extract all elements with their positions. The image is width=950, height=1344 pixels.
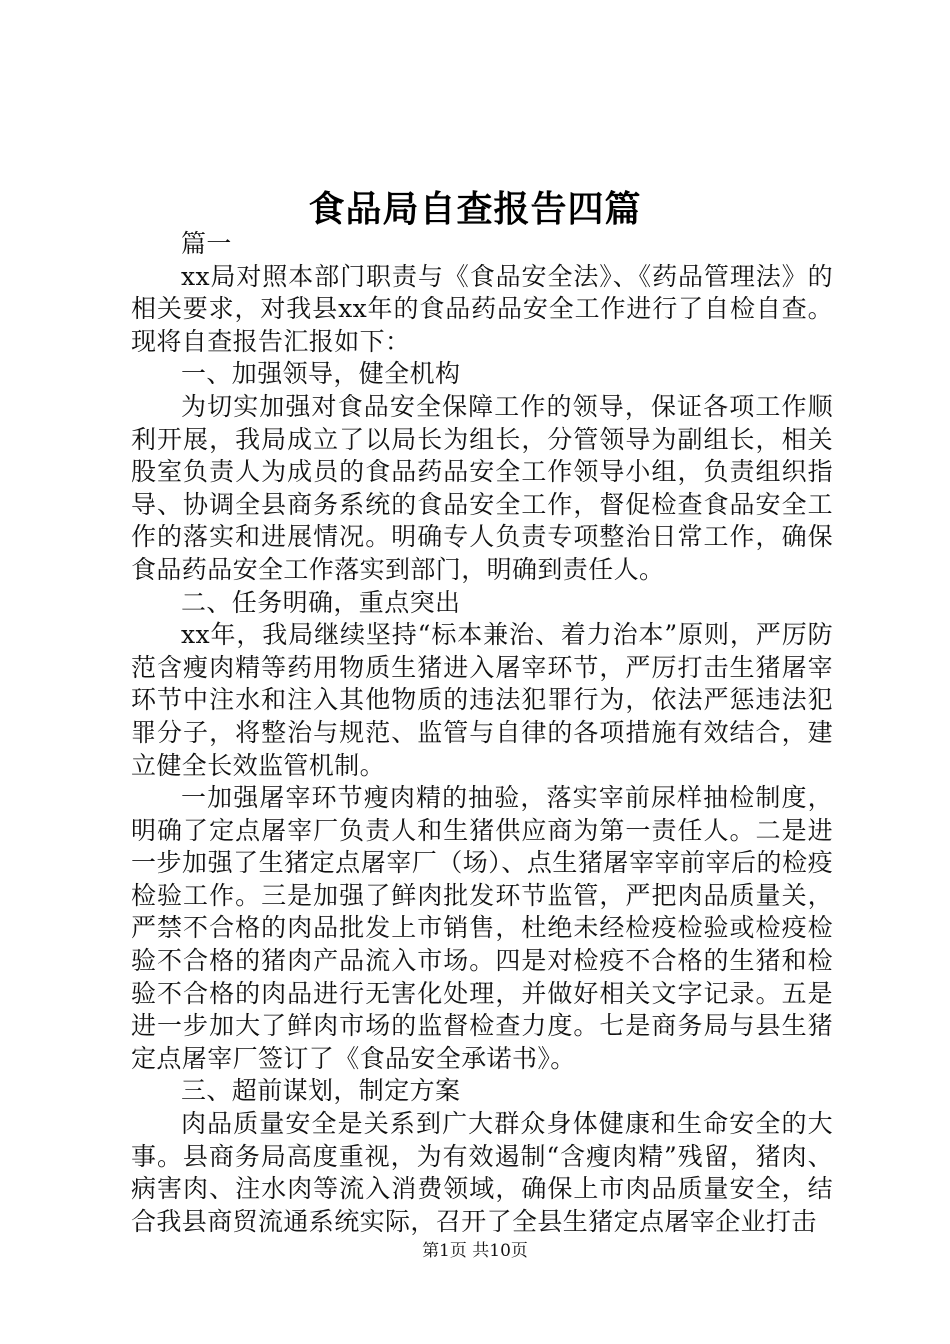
page-footer: 第1页 共10页 <box>422 1241 528 1261</box>
section-heading-part-one: 篇一 <box>181 229 232 258</box>
document-title: 食品局自查报告四篇 <box>308 189 642 230</box>
body-paragraph: 为切实加强对食品安全保障工作的领导，保证各项工作顺利开展，我局成立了以局长为组长，分管领导为副组长，相关股室负责人为成员的食品药品安全工作领导小组，负责组织指导、协调全县商务系统的食品安全工作，督促检查食品安全工作的落实和进展情况。明确专人负责专项整治日常工作，确保食品药品安全工作落实到部门，明确到责任人。 <box>131 391 833 584</box>
body-paragraph: 肉品质量安全是关系到广大群众身体健康和生命安全的大事。县商务局高度重视，为有效遏制“含瘦肉精”残留，猪肉、病害肉、注水肉等流入消费领域，确保上市肉品质量安全，结合我县商贸流通系统实际，召开了全县生猪定点屠宰企业打击 <box>131 1109 833 1236</box>
document-body <box>131 228 833 1238</box>
body-paragraph: xx年，我局继续坚持“标本兼治、着力治本”原则，严厉防范含瘦肉精等药用物质生猪进入屠宰环节，严厉打击生猪屠宰环节中注水和注入其他物质的违法犯罪行为，依法严惩违法犯罪分子，将整治与规范、监管与自律的各项措施有效结合，建立健全长效监管机制。 <box>131 620 833 780</box>
section-heading-3: 三、超前谋划，制定方案 <box>181 1076 461 1106</box>
section-heading-1: 一、加强领导，健全机构 <box>181 359 461 389</box>
body-paragraph: 一加强屠宰环节瘦肉精的抽验，落实宰前尿样抽检制度，明确了定点屠宰厂负责人和生猪供应商为第一责任人。二是进一步加强了生猪定点屠宰厂（场）、点生猪屠宰宰前宰后的检疫检验工作。三是加强了鲜肉批发环节监管，严把肉品质量关，严禁不合格的肉品批发上市销售，杜绝未经检疫检验或检疫检验不合格的猪肉产品流入市场。四是对检疫不合格的生猪和检验不合格的肉品进行无害化处理，并做好相关文字记录。五是进一步加大了鲜肉市场的监督检查力度。七是商务局与县生猪定点屠宰厂签订了《食品安全承诺书》。 <box>131 783 833 1073</box>
intro-paragraph: xx局对照本部门职责与《食品安全法》、《药品管理法》的相关要求，对我县xx年的食品药品安全工作进行了自检自查。现将自查报告汇报如下： <box>131 261 833 356</box>
section-heading-2: 二、任务明确，重点突出 <box>181 587 461 617</box>
